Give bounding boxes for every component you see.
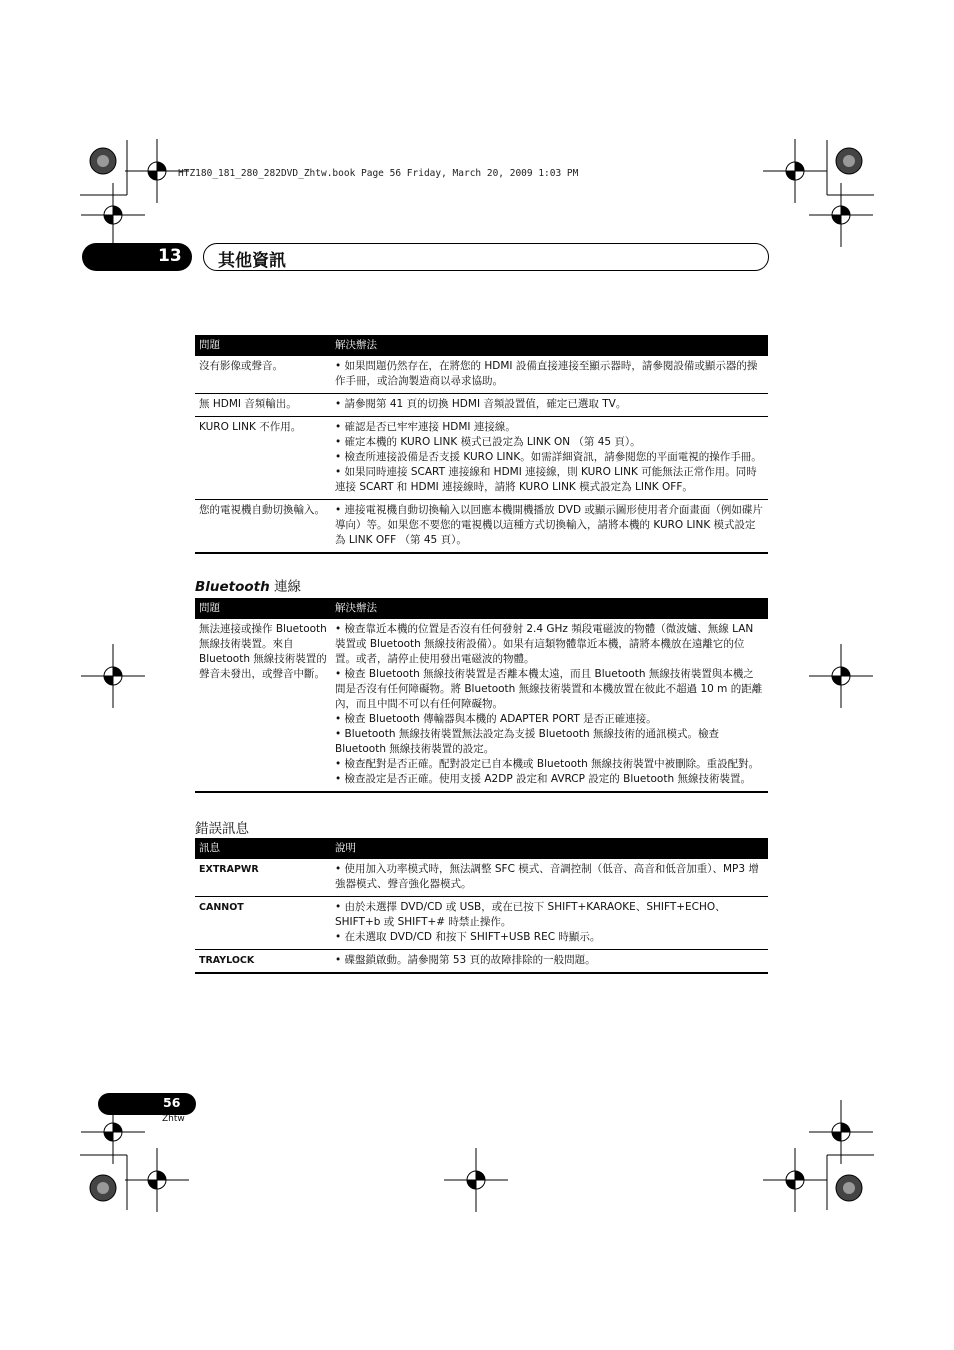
- solution-cell: [331, 500, 768, 554]
- column-header-problem: 問題: [195, 335, 331, 356]
- solution-item: • Bluetooth 無線技術裝置無法設定為支援 Bluetooth 無線技術的通訊模式。檢查 Bluetooth 無線技術裝置的設定。: [335, 728, 719, 755]
- solution-item: • 確認是否已牢牢連接 HDMI 連接線。: [335, 421, 516, 433]
- column-header-description: 說明: [331, 838, 768, 859]
- column-header-solution: 解決辦法: [331, 335, 768, 356]
- solution-item: • 檢查配對是否正確。配對設定已自本機或 Bluetooth 無線技術裝置中被刪除。重設配對。: [335, 758, 760, 770]
- solution-item: • 如果同時連接 SCART 連接線和 HDMI 連接線，則 KURO LINK 可能無法正常作用。同時連接 SCART 和 HDMI 連接線時，請將 KURO LINK 模式設定為 LINK OFF。: [335, 466, 757, 493]
- description-cell: [331, 859, 768, 897]
- message-cell: TRAYLOCK: [195, 950, 331, 974]
- description-cell: [331, 897, 768, 950]
- description-item: • 在未選取 DVD/CD 和按下 SHIFT+USB REC 時顯示。: [335, 931, 601, 943]
- solution-item: • 檢查設定是否正確。使用支援 A2DP 設定和 AVRCP 設定的 Bluetooth 無線技術裝置。: [335, 773, 751, 785]
- table-row: [195, 619, 768, 792]
- hdmi-troubleshooting-table: [195, 335, 768, 554]
- chapter-title: 其他資訊: [218, 251, 286, 271]
- column-header-message: 訊息: [195, 838, 331, 859]
- bluetooth-section-title: [195, 575, 301, 595]
- problem-cell: 沒有影像或聲音。: [195, 356, 331, 394]
- message-cell: CANNOT: [195, 897, 331, 950]
- solution-item: • 確定本機的 KURO LINK 模式已設定為 LINK ON （第 45 頁）。: [335, 436, 641, 448]
- table-row: [195, 394, 768, 417]
- problem-cell: 您的電視機自動切換輸入。: [195, 500, 331, 554]
- chapter-title-box: [203, 243, 769, 271]
- message-cell: EXTRAPWR: [195, 859, 331, 897]
- section-title-italic: Bluetooth: [195, 579, 270, 595]
- solution-cell: [331, 619, 768, 792]
- description-item: • 碟盤鎖啟動。請參閱第 53 頁的故障排除的一般問題。: [335, 954, 596, 966]
- problem-cell: 無法連接或操作 Bluetooth 無線技術裝置。來自 Bluetooth 無線技術裝置的聲音未發出，或聲音中斷。: [195, 619, 331, 792]
- table-row: [195, 356, 768, 394]
- bluetooth-troubleshooting-table: [195, 598, 768, 793]
- problem-cell: KURO LINK 不作用。: [195, 417, 331, 500]
- table-row: [195, 950, 768, 974]
- solution-item: • 連接電視機自動切換輸入以回應本機開機播放 DVD 或顯示圖形使用者介面畫面（例如碟片導向）等。如果您不要您的電視機以這種方式切換輸入，請將本機的 KURO LINK 模式設定為 LINK OFF （第 45 頁）。: [335, 504, 763, 546]
- page-number-pill: [98, 1093, 196, 1115]
- book-file-info: HTZ180_181_280_282DVD_Zhtw.book Page 56 Friday, March 20, 2009 1:03 PM: [178, 168, 579, 179]
- solution-cell: [331, 394, 768, 417]
- solution-cell: [331, 356, 768, 394]
- solution-item: • 檢查 Bluetooth 傳輸器與本機的 ADAPTER PORT 是否正確連接。: [335, 713, 657, 725]
- table-row: [195, 859, 768, 897]
- solution-item: • 如果問題仍然存在，在將您的 HDMI 設備直接連接至顯示器時，請參閱設備或顯示器的操作手冊，或洽詢製造商以尋求協助。: [335, 360, 758, 387]
- column-header-solution: 解決辦法: [331, 598, 768, 619]
- table-row: [195, 417, 768, 500]
- solution-item: • 檢查靠近本機的位置是否沒有任何發射 2.4 GHz 頻段電磁波的物體（微波爐、無線 LAN 裝置或 Bluetooth 無線技術設備）。如果有這類物體靠近本機，請將本機放在遠離它的位置。或者，請停止使用發出電磁波的物體。: [335, 623, 754, 665]
- page-language: Zhtw: [162, 1114, 185, 1124]
- section-title-rest: 連線: [269, 579, 302, 595]
- solution-item: • 檢查 Bluetooth 無線技術裝置是否離本機太遠，而且 Bluetooth 無線技術裝置與本機之間是否沒有任何障礙物。將 Bluetooth 無線技術裝置和本機放置在彼此不超過 10 m 的距離內，而且中間不可以有任何障礙物。: [335, 668, 763, 710]
- solution-cell: [331, 417, 768, 500]
- problem-cell: 無 HDMI 音頻輸出。: [195, 394, 331, 417]
- page-number: 56: [163, 1095, 181, 1110]
- solution-item: • 請參閱第 41 頁的切換 HDMI 音頻設置值，確定已選取 TV。: [335, 398, 627, 410]
- column-header-problem: 問題: [195, 598, 331, 619]
- error-messages-table: [195, 838, 768, 974]
- description-item: • 由於未選擇 DVD/CD 或 USB，或在已按下 SHIFT+KARAOKE、SHIFT+ECHO、SHIFT+b 或 SHIFT+# 時禁止操作。: [335, 901, 726, 928]
- description-item: • 使用加入功率模式時，無法調整 SFC 模式、音調控制（低音、高音和低音加重）、MP3 增強器模式、聲音強化器模式。: [335, 863, 759, 890]
- table-row: [195, 500, 768, 554]
- error-messages-section-title: 錯誤訊息: [195, 821, 249, 837]
- table-row: [195, 897, 768, 950]
- chapter-number: 13: [158, 246, 182, 266]
- solution-item: • 檢查所連接設備是否支援 KURO LINK。如需詳細資訊，請參閱您的平面電視的操作手冊。: [335, 451, 762, 463]
- description-cell: [331, 950, 768, 974]
